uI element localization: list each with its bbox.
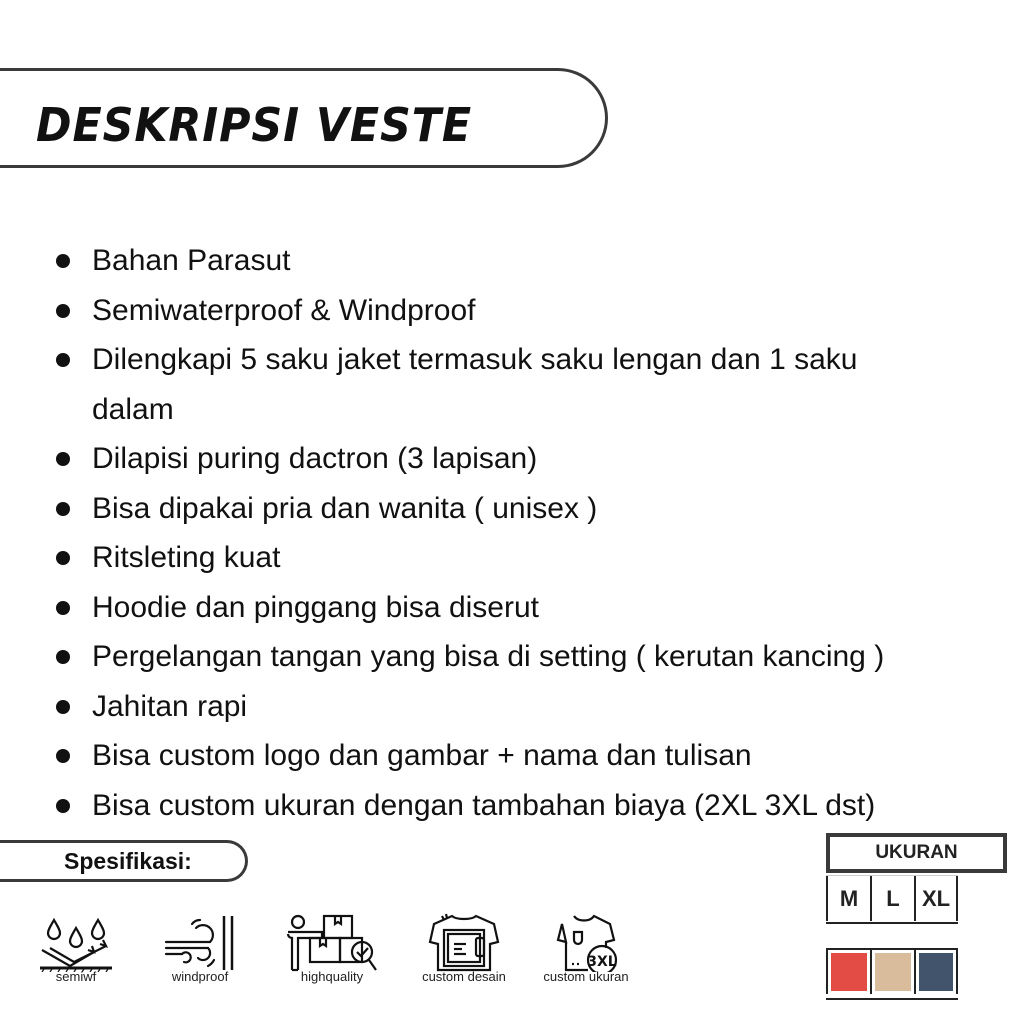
spec-windproof [160, 912, 240, 984]
color-option-red[interactable] [826, 950, 870, 994]
icon-label: semiwf [55, 969, 97, 984]
bullet-icon [56, 502, 70, 516]
bullet-icon [56, 799, 70, 813]
list-item [50, 731, 1010, 781]
color-option-beige[interactable] [870, 950, 914, 994]
bullet-icon [56, 749, 70, 763]
color-swatch-navy [919, 953, 953, 991]
list-item [50, 335, 1010, 385]
feature-text: Bahan Parasut [92, 244, 291, 277]
list-item [50, 236, 1010, 286]
size-badge: 3XL [587, 954, 617, 970]
bullet-icon [56, 254, 70, 268]
page-title: DESKRIPSI VESTE [36, 98, 473, 152]
list-item [50, 632, 1010, 682]
bullet-icon [56, 304, 70, 318]
feature-text: dalam [92, 392, 174, 426]
feature-text: Ritsleting kuat [92, 541, 281, 574]
list-item-continuation [50, 385, 1010, 435]
feature-text: Jahitan rapi [92, 689, 248, 723]
color-options [826, 948, 958, 1000]
quality-boxes-icon [282, 912, 382, 972]
list-item [50, 583, 1010, 633]
icon-label: highquality [300, 969, 364, 984]
feature-text: Bisa custom ukuran dengan tambahan biaya (2XL 3XL dst) [92, 788, 876, 822]
color-option-navy[interactable] [914, 950, 958, 994]
list-item [50, 484, 1010, 534]
icon-label: windproof [171, 969, 229, 984]
shirt-size-icon [546, 912, 626, 972]
bullet-icon [56, 551, 70, 565]
bullet-icon [56, 353, 70, 367]
feature-text: Dilengkapi 5 saku jaket termasuk saku lengan dan 1 saku [92, 343, 858, 376]
size-options [826, 875, 958, 924]
spec-custom-desain [412, 912, 516, 984]
list-item [50, 781, 1010, 831]
list-item [50, 434, 1010, 484]
bullet-icon [56, 452, 70, 466]
color-swatch-beige [875, 953, 911, 991]
size-heading: UKURAN [826, 833, 1007, 873]
bullet-icon [56, 650, 70, 664]
feature-text: Semiwaterproof & Windproof [92, 293, 476, 327]
wind-icon [160, 912, 240, 972]
spec-custom-ukuran [534, 912, 638, 984]
list-item [50, 533, 1010, 583]
feature-text: Hoodie dan pinggang bisa diserut [92, 590, 539, 624]
spec-semiwf [34, 912, 118, 984]
bullet-icon [56, 700, 70, 714]
icon-label: custom desain [422, 969, 506, 984]
feature-text: Pergelangan tangan yang bisa di setting ( kerutan kancing ) [92, 640, 885, 673]
feature-text: Dilapisi puring dactron (3 lapisan) [92, 442, 538, 475]
feature-text: Bisa dipakai pria dan wanita ( unisex ) [92, 491, 598, 525]
shirt-design-icon [424, 912, 504, 972]
water-drops-icon [36, 912, 116, 972]
feature-text: Bisa custom logo dan gambar + nama dan tulisan [92, 739, 752, 772]
size-option-l[interactable]: L [870, 876, 914, 921]
spec-highquality [280, 912, 384, 984]
list-item [50, 682, 1010, 732]
bullet-icon [56, 601, 70, 615]
size-option-xl[interactable]: XL [914, 876, 958, 921]
color-swatch-red [831, 953, 867, 991]
size-option-m[interactable]: M [826, 876, 870, 921]
spec-heading: Spesifikasi: [64, 848, 192, 874]
list-item [50, 286, 1010, 336]
icon-label: custom ukuran [543, 969, 629, 984]
feature-list [50, 236, 1010, 830]
